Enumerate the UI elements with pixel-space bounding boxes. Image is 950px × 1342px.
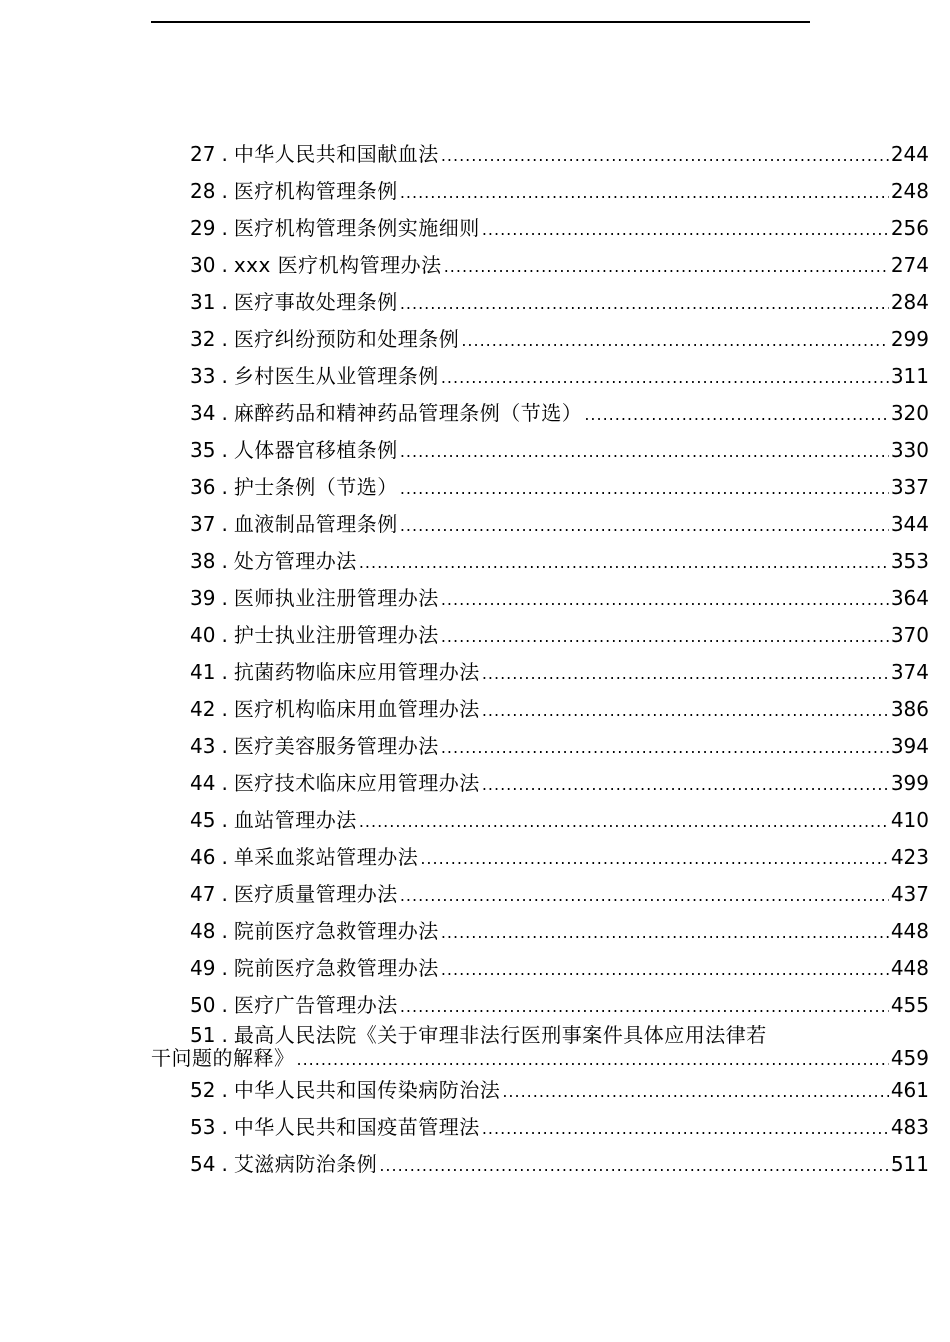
entry-separator: . <box>221 475 228 499</box>
toc-entry-line <box>190 993 929 1019</box>
entry-page-number: 337 <box>890 475 929 499</box>
entry-separator: . <box>221 179 228 203</box>
dot-leader <box>482 699 889 723</box>
entry-separator: . <box>221 1078 228 1102</box>
toc-entry-line-1 <box>190 1023 767 1047</box>
entry-number: 44 <box>190 771 216 795</box>
entry-title: 院前医疗急救管理办法 <box>233 919 439 943</box>
entry-title: 医疗广告管理办法 <box>233 993 398 1017</box>
entry-page-number: 344 <box>890 512 929 536</box>
entry-title: 护士执业注册管理办法 <box>233 623 439 647</box>
entry-separator: . <box>221 882 228 906</box>
entry-number: 47 <box>190 882 216 906</box>
entry-title: 医疗技术临床应用管理办法 <box>233 771 480 795</box>
entry-number: 42 <box>190 697 216 721</box>
toc-entry[interactable] <box>0 728 950 765</box>
toc-entry[interactable] <box>0 210 950 247</box>
toc-entry[interactable] <box>0 321 950 358</box>
dot-leader <box>400 995 889 1019</box>
dot-leader <box>482 662 889 686</box>
entry-separator: . <box>221 438 228 462</box>
toc-entry-line <box>190 401 929 427</box>
entry-page-number: 330 <box>890 438 929 462</box>
entry-page-number: 437 <box>890 882 929 906</box>
entry-number: 28 <box>190 179 216 203</box>
toc-entry-line <box>190 438 929 464</box>
entry-number: 49 <box>190 956 216 980</box>
entry-title: 医疗质量管理办法 <box>233 882 398 906</box>
entry-number: 40 <box>190 623 216 647</box>
entry-number: 29 <box>190 216 216 240</box>
dot-leader <box>359 810 889 834</box>
entry-page-number: 448 <box>890 919 929 943</box>
entry-number: 31 <box>190 290 216 314</box>
toc-entry-line <box>190 808 929 834</box>
entry-number: 27 <box>190 142 216 166</box>
entry-page-number: 399 <box>890 771 929 795</box>
toc-entry[interactable] <box>0 987 950 1024</box>
toc-entry[interactable] <box>0 876 950 913</box>
entry-title: 艾滋病防治条例 <box>233 1152 378 1176</box>
entry-page-number: 511 <box>890 1152 929 1176</box>
toc-entry[interactable] <box>0 395 950 432</box>
toc-entry-line <box>190 660 929 686</box>
entry-separator: . <box>221 697 228 721</box>
entry-title: 血液制品管理条例 <box>233 512 398 536</box>
toc-entry[interactable] <box>0 543 950 580</box>
entry-separator: . <box>221 327 228 351</box>
toc-entry-line <box>190 364 929 390</box>
entry-separator: . <box>221 771 228 795</box>
toc-entry[interactable] <box>0 691 950 728</box>
toc-entry-line <box>190 956 929 982</box>
toc-entry-line-2 <box>151 1046 929 1072</box>
toc-entry[interactable] <box>0 284 950 321</box>
entry-number: 34 <box>190 401 216 425</box>
entry-separator: . <box>221 364 228 388</box>
entry-page-number: 311 <box>890 364 929 388</box>
entry-separator: . <box>221 1115 228 1139</box>
toc-entry-line <box>190 1078 929 1104</box>
toc-entry-line <box>190 1152 929 1178</box>
entry-page-number: 455 <box>890 993 929 1017</box>
toc-entry-line <box>190 623 929 649</box>
entry-separator: . <box>221 623 228 647</box>
dot-leader <box>400 884 889 908</box>
toc-entry-line <box>190 697 929 723</box>
dot-leader <box>441 958 889 982</box>
entry-page-number: 459 <box>890 1046 929 1070</box>
entry-separator: . <box>221 586 228 610</box>
entry-title-line-2: 干问题的解释》 <box>151 1046 295 1070</box>
toc-entry-wrapped[interactable] <box>0 1024 950 1072</box>
entry-number: 53 <box>190 1115 216 1139</box>
toc-entry[interactable] <box>0 913 950 950</box>
toc-entry[interactable] <box>0 580 950 617</box>
entry-title: 医疗机构管理条例 <box>233 179 398 203</box>
entry-separator: . <box>221 401 228 425</box>
dot-leader <box>400 477 889 501</box>
entry-number: 51 <box>190 1023 216 1047</box>
toc-entry[interactable] <box>0 1146 950 1183</box>
entry-page-number: 364 <box>890 586 929 610</box>
entry-number: 30 <box>190 253 216 277</box>
entry-separator: . <box>221 956 228 980</box>
toc-entry-line <box>190 142 929 168</box>
entry-title: xxx 医疗机构管理办法 <box>233 253 442 277</box>
entry-separator: . <box>221 142 228 166</box>
entry-separator: . <box>221 660 228 684</box>
dot-leader <box>400 292 889 316</box>
entry-page-number: 320 <box>890 401 929 425</box>
entry-number: 48 <box>190 919 216 943</box>
dot-leader <box>441 921 889 945</box>
entry-title: 院前医疗急救管理办法 <box>233 956 439 980</box>
toc-entry-line <box>190 253 929 279</box>
toc-entry[interactable] <box>0 432 950 469</box>
entry-title: 单采血浆站管理办法 <box>233 845 419 869</box>
dot-leader <box>297 1048 889 1072</box>
entry-title: 处方管理办法 <box>233 549 357 573</box>
entry-page-number: 448 <box>890 956 929 980</box>
entry-title: 抗菌药物临床应用管理办法 <box>233 660 480 684</box>
toc-entry-line <box>190 216 929 242</box>
entry-number: 36 <box>190 475 216 499</box>
dot-leader <box>482 773 889 797</box>
entry-title: 血站管理办法 <box>233 808 357 832</box>
toc-entry-line <box>190 475 929 501</box>
entry-number: 35 <box>190 438 216 462</box>
entry-page-number: 284 <box>890 290 929 314</box>
dot-leader <box>441 366 889 390</box>
entry-number: 37 <box>190 512 216 536</box>
toc-entry[interactable] <box>0 654 950 691</box>
toc-entry-line <box>190 179 929 205</box>
toc-entry-line <box>190 327 929 353</box>
toc-entry-line <box>190 549 929 575</box>
dot-leader <box>444 255 889 279</box>
entry-number: 43 <box>190 734 216 758</box>
dot-leader <box>584 403 889 427</box>
toc-entry-line <box>190 771 929 797</box>
entry-title: 医疗机构临床用血管理办法 <box>233 697 480 721</box>
toc-entry[interactable] <box>0 469 950 506</box>
entry-title: 麻醉药品和精神药品管理条例（节选） <box>233 401 583 425</box>
toc-entry[interactable] <box>0 765 950 802</box>
toc-entry[interactable] <box>0 358 950 395</box>
entry-title: 医疗事故处理条例 <box>233 290 398 314</box>
toc-entry[interactable] <box>0 1072 950 1109</box>
entry-page-number: 461 <box>890 1078 929 1102</box>
dot-leader <box>482 1117 889 1141</box>
entry-title: 乡村医生从业管理条例 <box>233 364 439 388</box>
entry-separator: . <box>221 808 228 832</box>
dot-leader <box>441 625 889 649</box>
toc-entry[interactable] <box>0 506 950 543</box>
entry-page-number: 410 <box>890 808 929 832</box>
toc-entry-line <box>190 586 929 612</box>
toc-entry[interactable] <box>0 617 950 654</box>
entry-number: 41 <box>190 660 216 684</box>
entry-title: 医师执业注册管理办法 <box>233 586 439 610</box>
entry-title: 医疗机构管理条例实施细则 <box>233 216 480 240</box>
dot-leader <box>400 181 889 205</box>
entry-title: 中华人民共和国献血法 <box>233 142 439 166</box>
entry-number: 33 <box>190 364 216 388</box>
toc-entry[interactable] <box>0 950 950 987</box>
dot-leader <box>400 440 889 464</box>
dot-leader <box>441 588 889 612</box>
entry-title: 医疗纠纷预防和处理条例 <box>233 327 460 351</box>
entry-number: 39 <box>190 586 216 610</box>
toc-entry[interactable] <box>0 802 950 839</box>
toc-entry[interactable] <box>0 136 950 173</box>
toc-entry-line <box>190 845 929 871</box>
entry-page-number: 374 <box>890 660 929 684</box>
entry-separator: . <box>221 1023 228 1047</box>
dot-leader <box>441 736 889 760</box>
entry-number: 46 <box>190 845 216 869</box>
dot-leader <box>420 847 889 871</box>
entry-separator: . <box>221 734 228 758</box>
entry-page-number: 483 <box>890 1115 929 1139</box>
entry-page-number: 394 <box>890 734 929 758</box>
entry-page-number: 274 <box>890 253 929 277</box>
dot-leader <box>379 1154 889 1178</box>
dot-leader <box>502 1080 889 1104</box>
entry-title: 中华人民共和国疫苗管理法 <box>233 1115 480 1139</box>
entry-number: 38 <box>190 549 216 573</box>
dot-leader <box>461 329 889 353</box>
entry-title: 人体器官移植条例 <box>233 438 398 462</box>
entry-title-line-1: 最高人民法院《关于审理非法行医刑事案件具体应用法律若 <box>233 1023 767 1047</box>
dot-leader <box>359 551 889 575</box>
dot-leader <box>482 218 889 242</box>
dot-leader <box>400 514 889 538</box>
entry-page-number: 423 <box>890 845 929 869</box>
dot-leader <box>441 144 889 168</box>
entry-separator: . <box>221 216 228 240</box>
toc-entry-line <box>190 1115 929 1141</box>
entry-page-number: 353 <box>890 549 929 573</box>
toc-entry-line <box>190 882 929 908</box>
entry-page-number: 299 <box>890 327 929 351</box>
toc-entry[interactable] <box>0 839 950 876</box>
entry-separator: . <box>221 512 228 536</box>
entry-page-number: 256 <box>890 216 929 240</box>
entry-separator: . <box>221 253 228 277</box>
toc-entry[interactable] <box>0 1109 950 1146</box>
toc-entry[interactable] <box>0 247 950 284</box>
entry-title: 医疗美容服务管理办法 <box>233 734 439 758</box>
entry-number: 52 <box>190 1078 216 1102</box>
entry-number: 45 <box>190 808 216 832</box>
entry-separator: . <box>221 993 228 1017</box>
entry-page-number: 244 <box>890 142 929 166</box>
toc-entry-line <box>190 290 929 316</box>
entry-separator: . <box>221 1152 228 1176</box>
entry-page-number: 386 <box>890 697 929 721</box>
toc-entry-line <box>190 919 929 945</box>
entry-number: 32 <box>190 327 216 351</box>
entry-number: 50 <box>190 993 216 1017</box>
entry-title: 中华人民共和国传染病防治法 <box>233 1078 501 1102</box>
toc-entry-line <box>190 512 929 538</box>
entry-separator: . <box>221 845 228 869</box>
entry-separator: . <box>221 919 228 943</box>
toc-entry[interactable] <box>0 173 950 210</box>
header-rule <box>151 21 810 23</box>
entry-separator: . <box>221 290 228 314</box>
table-of-contents <box>0 136 950 1183</box>
entry-page-number: 370 <box>890 623 929 647</box>
entry-page-number: 248 <box>890 179 929 203</box>
entry-separator: . <box>221 549 228 573</box>
toc-entry-line <box>190 734 929 760</box>
entry-title: 护士条例（节选） <box>233 475 398 499</box>
entry-number: 54 <box>190 1152 216 1176</box>
